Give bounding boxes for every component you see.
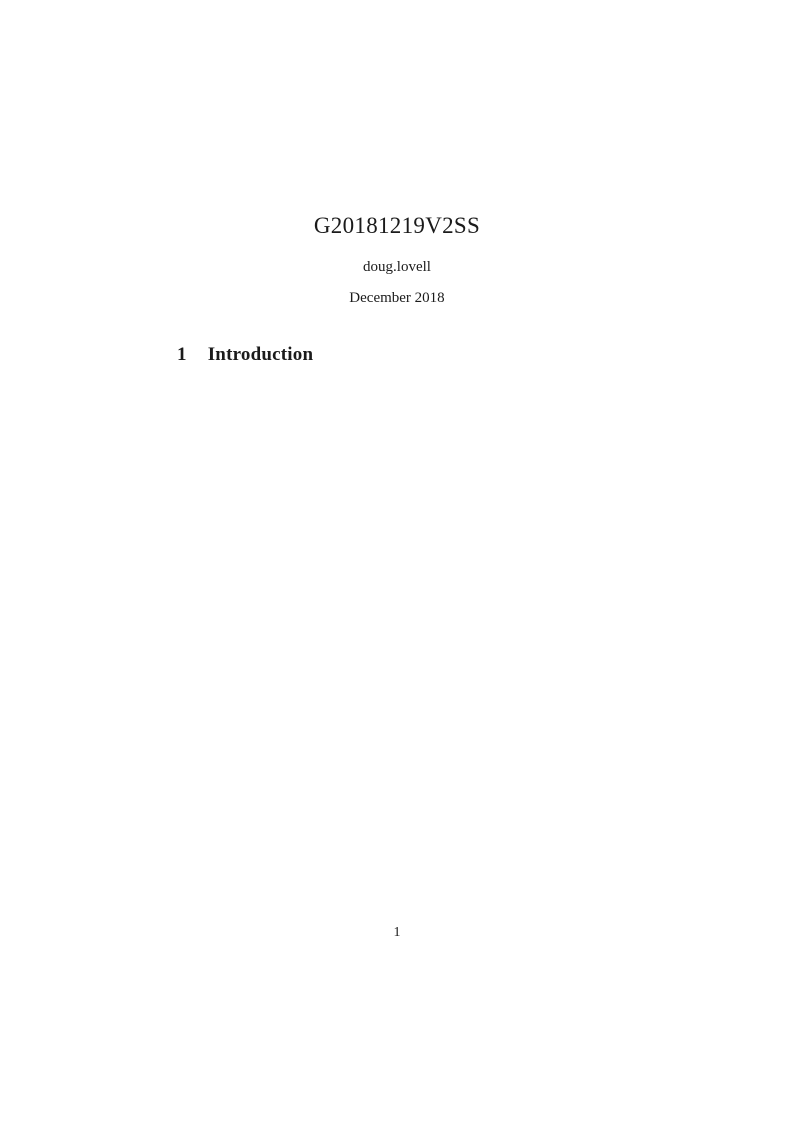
section-label: Introduction <box>207 344 314 365</box>
section-heading <box>177 344 313 366</box>
document-date: December 2018 <box>349 290 445 306</box>
document-author: doug.lovell <box>363 259 431 275</box>
section-number: 1 <box>177 344 187 365</box>
document-title: G20181219V2SS <box>313 213 481 238</box>
page-number: 1 <box>393 925 401 940</box>
